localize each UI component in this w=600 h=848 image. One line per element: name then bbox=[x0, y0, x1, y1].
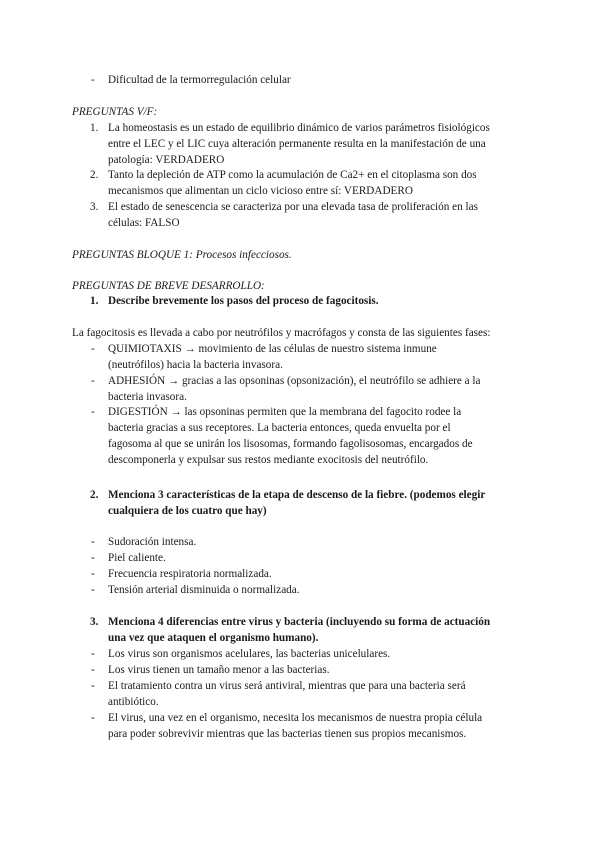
question-title: una vez que ataquen el organismo humano). bbox=[108, 632, 319, 644]
q3-item-line: El tratamiento contra un virus será antiviral, mientras que para una bacteria será bbox=[108, 680, 466, 692]
vf-item-line: patología: VERDADERO bbox=[108, 154, 225, 166]
q1-item-line: QUIMIOTAXIS → movimiento de las células de nuestro sistema inmune bbox=[108, 343, 437, 355]
q3-item-line: Los virus tienen un tamaño menor a las bacterias. bbox=[108, 664, 330, 676]
bullet-dash: - bbox=[91, 552, 95, 564]
q1-item-line: DIGESTIÓN → las opsoninas permiten que la membrana del fagocito rodee la bbox=[108, 406, 462, 418]
q1-item-line: bacteria gracias a sus receptores. La bacteria entonces, queda envuelta por el bbox=[108, 422, 451, 434]
block-topic: Procesos infecciosos. bbox=[195, 249, 292, 261]
q2-item: Piel caliente. bbox=[108, 552, 166, 564]
block-label: PREGUNTAS BLOQUE 1: bbox=[72, 249, 193, 261]
question-title: Menciona 3 características de la etapa de descenso de la fiebre. (podemos elegir bbox=[108, 489, 486, 501]
q2-item: Frecuencia respiratoria normalizada. bbox=[108, 568, 272, 580]
q1-item-line: (neutrófilos) hacia la bacteria invasora. bbox=[108, 359, 283, 371]
vf-heading: PREGUNTAS V/F: bbox=[72, 106, 158, 118]
bullet-dash: - bbox=[91, 74, 95, 86]
bullet-dash: - bbox=[91, 712, 95, 724]
bullet-dash: - bbox=[91, 568, 95, 580]
bullet-dash: - bbox=[91, 664, 95, 676]
top-list-item: Dificultad de la termorregulación celular bbox=[108, 74, 291, 86]
q1-item-line: descomponerla y expulsar sus restos mediante exocitosis del neutrófilo. bbox=[108, 454, 429, 466]
vf-item-line: El estado de senescencia se caracteriza por una elevada tasa de proliferación en las bbox=[108, 201, 478, 213]
bullet-dash: - bbox=[91, 536, 95, 548]
q1-item-line: fagosoma al que se unirán los lisosomas, formando fagolisosomas, encargados de bbox=[108, 438, 473, 450]
vf-item-number: 3. bbox=[90, 201, 99, 213]
q3-item-line: para poder sobrevivir mientras que las bacterias tienen sus propios mecanismos. bbox=[108, 728, 467, 740]
question-number: 3. bbox=[90, 616, 99, 628]
vf-item-number: 1. bbox=[90, 122, 99, 134]
q3-item-line: El virus, una vez en el organismo, necesita los mecanismos de nuestra propia célula bbox=[108, 712, 483, 724]
block-heading bbox=[72, 248, 292, 262]
bullet-dash: - bbox=[91, 343, 95, 355]
bullet-dash: - bbox=[91, 584, 95, 596]
q2-item: Tensión arterial disminuida o normalizada. bbox=[108, 584, 300, 596]
question-title: cualquiera de los cuatro que hay) bbox=[108, 505, 267, 517]
q3-item-line: antibiótico. bbox=[108, 696, 159, 708]
q3-item-line: Los virus son organismos acelulares, las bacterias unicelulares. bbox=[108, 648, 391, 660]
vf-item-line: entre el LEC y el LIC cuya alteración permanente resulta en la manifestación de una bbox=[108, 138, 486, 150]
question-number: 2. bbox=[90, 489, 99, 501]
q2-item: Sudoración intensa. bbox=[108, 536, 197, 548]
bullet-dash: - bbox=[91, 680, 95, 692]
question-number: 1. bbox=[90, 295, 99, 307]
q1-intro: La fagocitosis es llevada a cabo por neutrófilos y macrófagos y consta de las siguientes fases: bbox=[72, 327, 491, 339]
vf-item-line: mecanismos que alimentan un ciclo vicioso entre sí: VERDADERO bbox=[108, 185, 413, 197]
bullet-dash: - bbox=[91, 648, 95, 660]
question-title: Describe brevemente los pasos del proceso de fagocitosis. bbox=[108, 295, 379, 307]
brief-heading: PREGUNTAS DE BREVE DESARROLLO: bbox=[72, 280, 265, 292]
q1-item-line: bacteria invasora. bbox=[108, 391, 187, 403]
vf-item-line: La homeostasis es un estado de equilibrio dinámico de varios parámetros fisiológicos bbox=[108, 122, 490, 134]
bullet-dash: - bbox=[91, 375, 95, 387]
q1-item-line: ADHESIÓN → gracias a las opsoninas (opsonización), el neutrófilo se adhiere a la bbox=[108, 375, 481, 387]
vf-item-line: células: FALSO bbox=[108, 217, 180, 229]
question-title: Menciona 4 diferencias entre virus y bacteria (incluyendo su forma de actuación bbox=[108, 616, 491, 628]
vf-item-number: 2. bbox=[90, 169, 99, 181]
vf-item-line: Tanto la depleción de ATP como la acumulación de Ca2+ en el citoplasma son dos bbox=[108, 169, 477, 181]
bullet-dash: - bbox=[91, 406, 95, 418]
